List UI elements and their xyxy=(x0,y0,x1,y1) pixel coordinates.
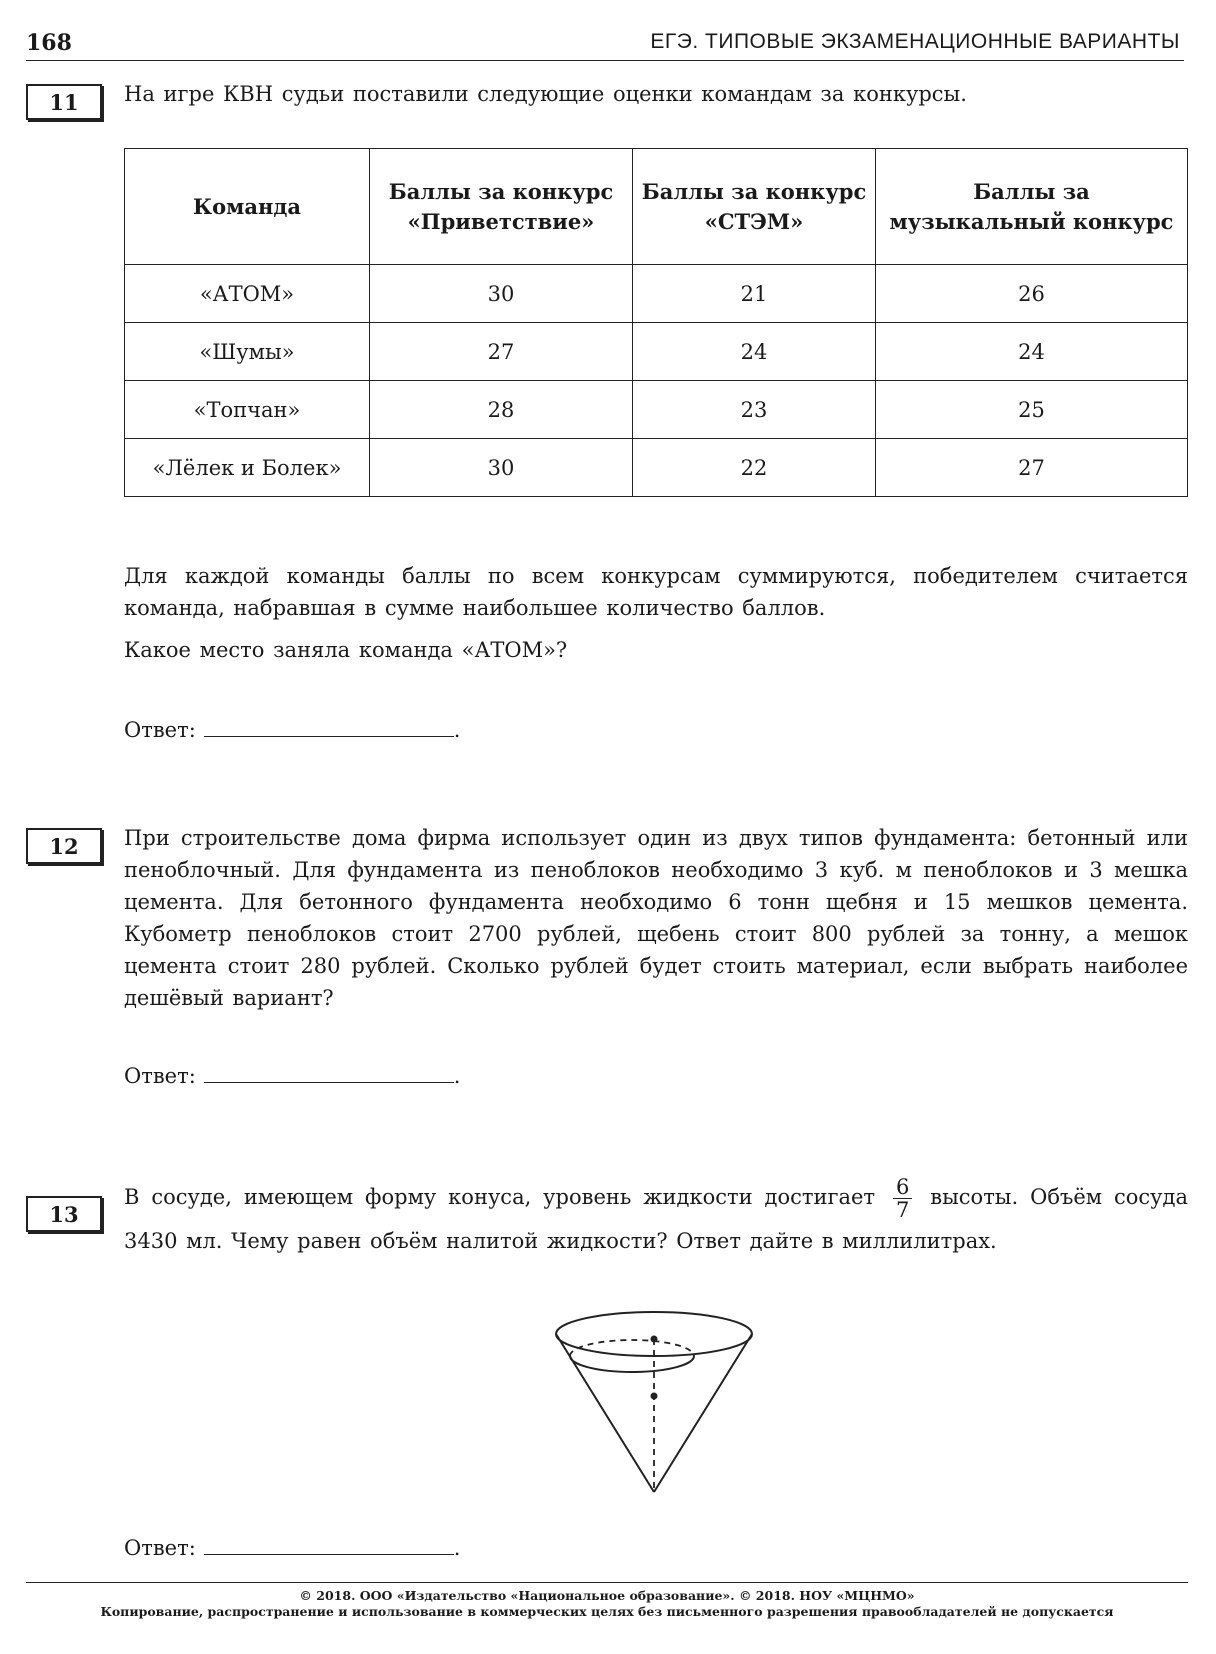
score-cell: 27 xyxy=(876,439,1188,497)
cone-top-ellipse xyxy=(556,1312,752,1356)
page-number: 168 xyxy=(26,30,72,56)
table-row xyxy=(125,439,1188,497)
team-name: «Топчан» xyxy=(125,381,370,439)
task-11-number-box: 11 xyxy=(26,84,102,120)
cone-right-edge xyxy=(654,1334,752,1492)
task-11-answer: Ответ: . xyxy=(124,714,460,742)
answer-line-13[interactable] xyxy=(204,1532,454,1555)
running-title: ЕГЭ. ТИПОВЫЕ ЭКЗАМЕНАЦИОННЫЕ ВАРИАНТЫ xyxy=(650,30,1180,53)
score-cell: 27 xyxy=(370,323,633,381)
task-13-number-box: 13 xyxy=(26,1196,102,1232)
scores-table xyxy=(124,148,1188,497)
liquid-center-point xyxy=(651,1393,658,1400)
task-13-text xyxy=(124,1176,1188,1261)
score-cell: 23 xyxy=(633,381,876,439)
task-11-question: Какое место заняла команда «АТОМ»? xyxy=(124,638,568,662)
task-13-answer: Ответ: . xyxy=(124,1532,460,1560)
task-12-text: При строительстве дома фирма использует один из двух типов фундамента: бетонный или пеноблочный. Для фундамента из пеноблоков необходимо 3 куб. м пеноблоков и 3 мешка цемента. Для бетонного фундамента необходимо 6 тонн щебня и 15 мешков цемента. Кубометр пеноблоков стоит 2700 рублей, щебень стоит 800 рублей за тонну, а мешок цемента стоит 280 рублей. Сколько рублей будет стоить материал, если выбрать наиболее дешёвый вариант? xyxy=(124,826,1188,1010)
score-cell: 30 xyxy=(370,439,633,497)
answer-label: Ответ: xyxy=(124,1536,196,1560)
header-rule xyxy=(26,60,1184,61)
header-greeting: Баллы за конкурс «Приветствие» xyxy=(370,149,633,265)
table-row xyxy=(125,265,1188,323)
footer-rule xyxy=(26,1582,1188,1583)
score-cell: 26 xyxy=(876,265,1188,323)
score-cell: 30 xyxy=(370,265,633,323)
task-12-number-box: 12 xyxy=(26,828,102,864)
task-13-text-before: В сосуде, имеющем форму конуса, уровень жидкости достигает xyxy=(124,1185,876,1209)
cone-figure xyxy=(548,1310,758,1500)
score-cell: 24 xyxy=(633,323,876,381)
table-row xyxy=(125,323,1188,381)
score-cell: 25 xyxy=(876,381,1188,439)
fraction xyxy=(893,1176,912,1221)
score-cell: 21 xyxy=(633,265,876,323)
fraction-numerator: 6 xyxy=(893,1176,912,1199)
score-cell: 22 xyxy=(633,439,876,497)
answer-label: Ответ: xyxy=(124,718,196,742)
team-name: «Шумы» xyxy=(125,323,370,381)
header-music: Баллы за музыкальный конкурс xyxy=(876,149,1188,265)
score-cell: 28 xyxy=(370,381,633,439)
top-center-point xyxy=(651,1336,658,1343)
table-row xyxy=(125,381,1188,439)
task-12-answer: Ответ: . xyxy=(124,1060,460,1088)
header-stem: Баллы за конкурс «СТЭМ» xyxy=(633,149,876,265)
footer-copyright: © 2018. ООО «Издательство «Национальное образование». © 2018. НОУ «МЦНМО» xyxy=(299,1588,915,1603)
task-11-intro: На игре КВН судьи поставили следующие оценки командам за конкурсы. xyxy=(124,82,967,106)
answer-label: Ответ: xyxy=(124,1064,196,1088)
score-cell: 24 xyxy=(876,323,1188,381)
answer-line-12[interactable] xyxy=(204,1060,454,1083)
answer-line-11[interactable] xyxy=(204,714,454,737)
header-team: Команда xyxy=(125,149,370,265)
liquid-level-back xyxy=(570,1340,694,1356)
liquid-level-front xyxy=(570,1356,694,1372)
table-header-row xyxy=(125,149,1188,265)
team-name: «АТОМ» xyxy=(125,265,370,323)
footer-license: Копирование, распространение и использование в коммерческих целях без письменного разрешения правообладателей не допускается xyxy=(100,1604,1114,1619)
task-11-text: Для каждой команды баллы по всем конкурсам суммируются, победителем считается команда, набравшая в сумме наибольшее количество баллов. xyxy=(124,564,1188,620)
task-13-text-after: высоты. Объём сосуда 3430 мл. Чему равен объём налитой жидкости? Ответ дайте в миллилитрах. xyxy=(124,1185,1188,1253)
fraction-denominator: 7 xyxy=(895,1198,910,1222)
team-name: «Лёлек и Болек» xyxy=(125,439,370,497)
